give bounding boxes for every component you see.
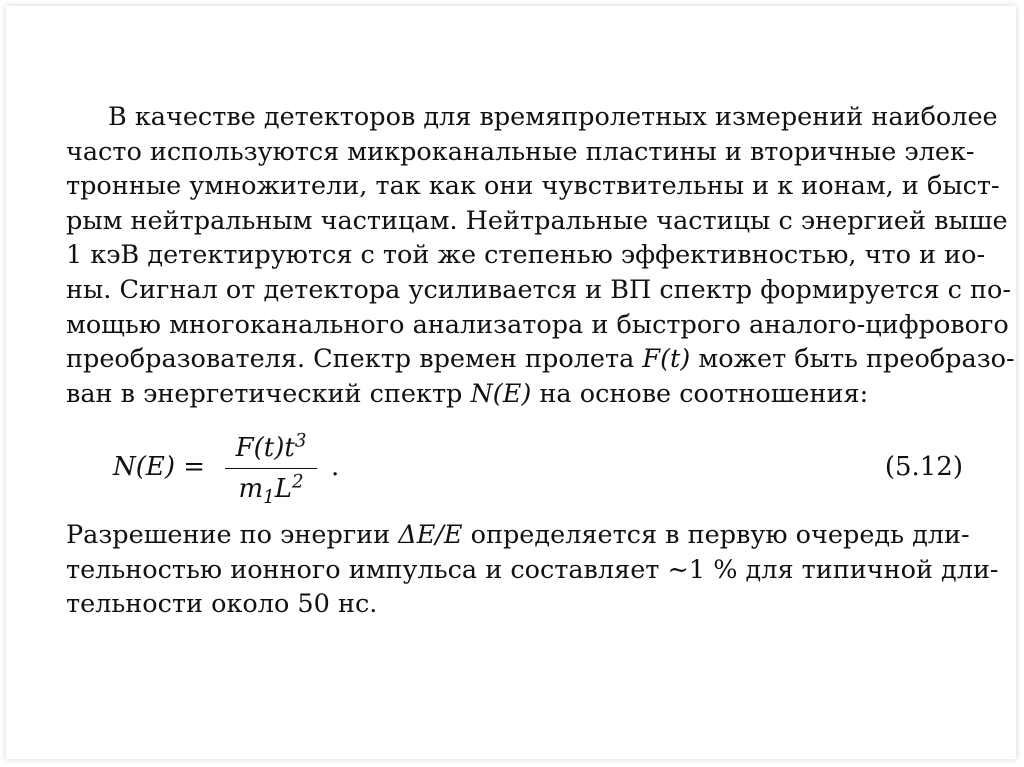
denominator-exponent: 2 xyxy=(291,471,304,493)
paragraph-2 xyxy=(66,518,999,622)
line-8-text-end: может быть преобразо- xyxy=(690,344,1015,375)
numerator-base: F(t)t xyxy=(235,433,295,463)
equation-fraction xyxy=(225,430,317,509)
fraction-denominator xyxy=(225,471,317,509)
p2-line-2-text-start: тельностью ионного импульса и составляет xyxy=(66,554,668,585)
denominator-m: m xyxy=(238,474,264,504)
line-8-text-start: преобразователя. Спектр времен пролета xyxy=(66,344,643,375)
p2-line-2-text-end: для типичной дли- xyxy=(737,554,999,585)
paragraph-2-line-1 xyxy=(66,518,970,553)
paragraph-2-line-3: тельности около 50 нс. xyxy=(66,589,378,620)
denominator-subscript: 1 xyxy=(263,487,275,509)
paragraph-1-line-6: ны. Сигнал от детектора усиливается и ВП спектр формируется с по- xyxy=(66,274,1012,305)
denominator-l: L xyxy=(274,474,292,504)
math-approx-one-percent: ∼1 % xyxy=(667,554,738,585)
line-9-text-end: на основе соотношения: xyxy=(531,378,869,409)
equation-lhs: N(E) = xyxy=(113,452,206,482)
equation-number: (5.12) xyxy=(884,452,963,482)
p2-line-1-text-end: определяется в первую очередь дли- xyxy=(462,520,970,550)
math-delta-e-over-e: ΔE/E xyxy=(398,520,463,550)
line-9-text-start: ван в энергетический спектр xyxy=(66,378,471,409)
paragraph-1-line-1: В качестве детекторов для времяпролетных измерений наиболее xyxy=(108,102,998,132)
paragraph-1-line-2: часто используются микроканальные пластины и вторичные элек- xyxy=(66,136,975,167)
paragraph-1 xyxy=(66,100,1015,411)
numerator-exponent: 3 xyxy=(294,430,307,452)
fraction-numerator xyxy=(225,432,317,464)
paragraph-1-line-3: тронные умножители, так как они чувствительны и к ионам, и быст- xyxy=(66,171,1000,202)
paragraph-2-line-2 xyxy=(66,553,999,588)
paragraph-1-line-8 xyxy=(66,342,1015,377)
paragraph-1-line-4: рым нейтральным частицам. Нейтральные частицы с энергией выше xyxy=(66,205,1008,236)
paragraph-1-line-5: 1 кэВ детектируются с той же степенью эффективностью, что и ио- xyxy=(66,240,986,271)
math-n-of-e: N(E) xyxy=(470,378,532,409)
equation-period: . xyxy=(331,452,340,482)
paragraph-1-line-9 xyxy=(66,377,962,412)
paragraph-1-line-7: мощью многоканального анализатора и быстрого аналого-цифрового xyxy=(66,309,1009,340)
equation-5-12 xyxy=(113,432,963,512)
fraction-bar xyxy=(225,468,317,469)
p2-line-1-text-start: Разрешение по энергии xyxy=(66,520,399,550)
math-f-of-t: F(t) xyxy=(642,344,691,375)
